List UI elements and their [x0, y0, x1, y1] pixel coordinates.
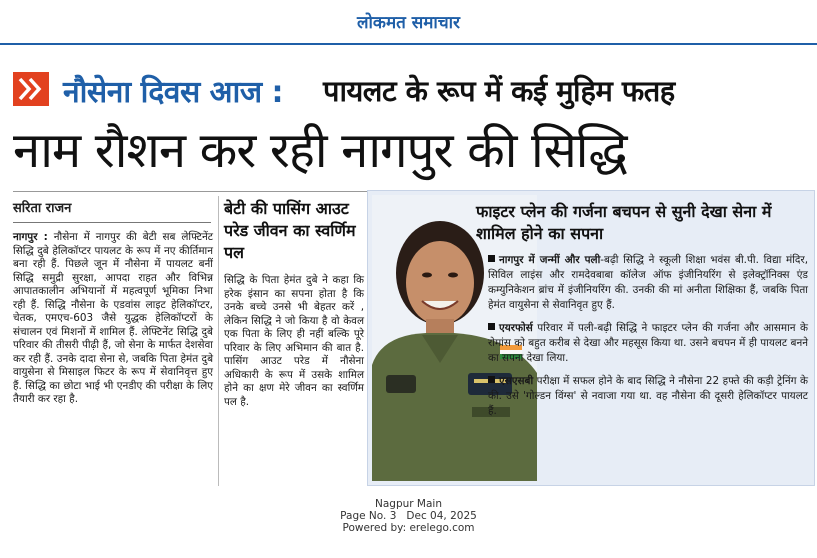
kicker-row: [13, 70, 813, 112]
feature-panel: [367, 190, 815, 486]
column-1-text: [13, 231, 213, 407]
column-1-body: नौसेना में नागपुर की बेटी सब लेफ्टिनेंट सिद्धि दुबे हेलिकॉप्टर पायलट के रूप में नए कीर्तिमान बना रही हैं. पिछले जून में नौसेना में पायलट बनीं सिद्धि समुद्री सुरक्षा, आपदा राहत और विभिन्न आपातकालीन अभियानों में महत्वपूर्ण भूमिका निभा रही हैं. सिद्धि नौसेना के एडवांस लाइट हेलिकॉप्टर, चेतक, एमएच-603 जैसे युद्धक हेलिकॉप्टरों के संचालन एवं मिशनों में शामिल हैं. लेफ्टिनेंट सिद्धि दुबे परिवार की तीसरी पीढ़ी हैं, जो सेना के मार्फत देशसेवा कर रही हैं. उनके दादा सेना से, जबकि पिता हेमंत दुबे वायुसेना से मिसाइल फिटर के रूप में सेवानिवृत्त हुए हैं. सिद्धि का छोटा भाई भी एनडीए की परीक्षा के लिए तैयारी कर रहा है.: [13, 231, 213, 405]
kicker-label: नौसेना दिवस आज :: [63, 75, 284, 110]
column-separator: [218, 196, 219, 486]
bullet-icon: [488, 255, 495, 262]
masthead: [0, 0, 817, 44]
column-2: [224, 198, 364, 409]
panel-paragraph-3: एसएसबी परीक्षा में सफल होने के बाद सिद्धि ने नौसेना 22 हफ्ते की कड़ी ट्रेनिंग के की. उसे 'गोल्डन विंग्स' से नवाजा गया था. वह नौसेना की दूसरी हेलिकॉप्टर पायलट हैं.: [488, 375, 808, 417]
column-2-headline: बेटी की पासिंग आउट परेड जीवन का स्वर्णिम पल: [224, 199, 356, 262]
double-chevron-icon: [13, 72, 49, 106]
bullet-icon: [488, 376, 495, 383]
kicker-subhead: पायलट के रूप में कई मुहिम फतह: [323, 74, 675, 108]
footer-edition: Nagpur Main: [375, 498, 442, 510]
panel-body: [488, 253, 808, 427]
masthead-rule: [0, 43, 817, 45]
byline-rule: [13, 222, 211, 223]
main-headline: नाम रौशन कर रही नागपुर की सिद्धि: [13, 122, 627, 179]
column-2-body: सिद्धि के पिता हेमंत दुबे ने कहा कि हरेक इंसान का सपना होता है कि उनके बच्चे उनसे भी बेहतर करें , लेकिन सिद्धि ने जो किया है वो केवल एक पिता के लिए ही नहीं बल्कि पूरे परिवार के लिए अभिमान की बात है. पासिंग आउट परेड में नौसेना अधिकारी के रूप में उसके शामिल होने का क्षण मेरे जीवन का स्वर्णिम पल है.: [224, 274, 364, 408]
footer-powered-by[interactable]: Powered by: erelego.com: [342, 522, 475, 534]
footer-page-date: Page No. 3 Dec 04, 2025: [340, 510, 477, 522]
panel-paragraph-2: एयरफोर्स परिवार में पली-बढ़ी सिद्धि ने फाइटर प्लेन की गर्जना और आसमान के रोमांस को बहुत करीब से देखा और महसूस किया था. उसने बचपन में ही पायलट बनने का सपना देखा लिया.: [488, 322, 808, 364]
column-1: [13, 198, 213, 407]
headline-divider: [13, 191, 368, 192]
article-clipping: [5, 46, 817, 498]
bullet-icon: [488, 323, 495, 330]
byline: सरिता राजन: [13, 201, 72, 216]
newspaper-title: लोकमत समाचार: [357, 13, 460, 33]
panel-headline: फाइटर प्लेन की गर्जना बचपन से सुनी देखा सेना में शामिल होने का सपना: [476, 202, 772, 243]
panel-paragraph-1: नागपुर में जन्मीं और पली-बढ़ी सिद्धि ने स्कूली शिक्षा भवंस बी.पी. विद्या मंदिर, सिविल लाइंस और रामदेवबाबा कॉलेज ऑफ इंजीनियरिंग से इलेक्ट्रॉनिक्स एंड कम्युनिकेशन ब्रांच में इंजीनियरिंग की. उनकी की मां अनीता शिक्षिका हैं, जबकि पिता हेमंत वायुसेना से सेवानिवृत हुए हैं.: [488, 254, 809, 311]
footer: [0, 498, 817, 558]
dateline: नागपुर :: [13, 231, 48, 243]
